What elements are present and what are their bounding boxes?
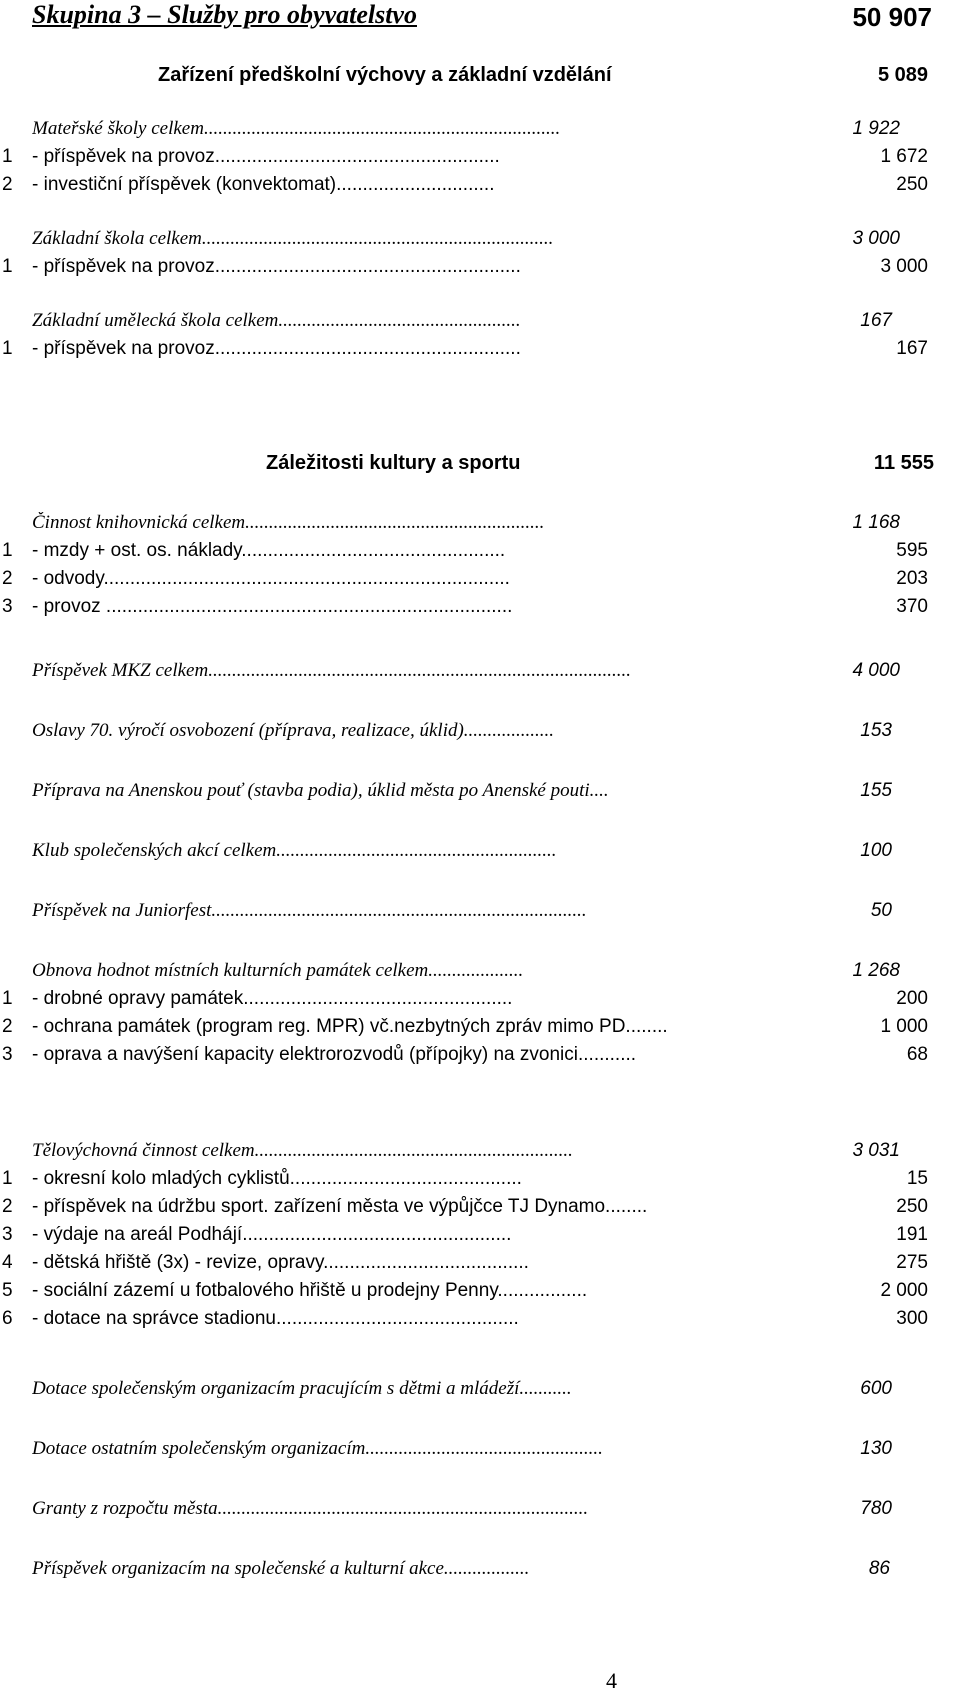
- row-value: 86: [868, 1558, 890, 1579]
- row-number: 2: [2, 568, 13, 589]
- row-value: 203: [896, 568, 928, 589]
- row-number: 1: [2, 146, 13, 167]
- row-number: 2: [2, 1196, 13, 1217]
- row-number: 1: [2, 338, 13, 359]
- row-number: 2: [2, 174, 13, 195]
- row-number: 5: [2, 1280, 13, 1301]
- row-value: 1 922: [852, 118, 900, 139]
- row-value: 595: [896, 540, 928, 561]
- row-number: 1: [2, 540, 13, 561]
- row-number: 3: [2, 1224, 13, 1245]
- row-label: Mateřské školy celkem...........................................................................: [32, 118, 561, 139]
- row-label: Základní umělecká škola celkem...................................................: [32, 310, 521, 331]
- row-number: 2: [2, 1016, 13, 1037]
- row-label: - investiční příspěvek (konvektomat)..............................: [32, 174, 495, 195]
- row-label: - odvody.............................................................................: [32, 568, 510, 589]
- row-label: - oprava a navýšení kapacity elektrorozvodů (přípojky) na zvonici...........: [32, 1044, 637, 1065]
- row-label: - dotace na správce stadionu..............................................: [32, 1308, 519, 1329]
- row-label: Dotace ostatním společenským organizacím..................................................: [32, 1438, 603, 1459]
- row-value: 1 000: [880, 1016, 928, 1037]
- row-value: 50: [870, 900, 892, 921]
- row-number: 1: [2, 256, 13, 277]
- row-value: 250: [896, 1196, 928, 1217]
- row-label: - příspěvek na provoz..........................................................: [32, 256, 521, 277]
- row-label: Klub společenských akcí celkem...........................................................: [32, 840, 557, 861]
- row-value: 600: [860, 1378, 892, 1399]
- section-total: 11 555: [873, 452, 934, 474]
- row-number: 3: [2, 1044, 13, 1065]
- row-label: Granty z rozpočtu města..............................................................................: [32, 1498, 589, 1519]
- row-label: - okresní kolo mladých cyklistů............................................: [32, 1168, 522, 1189]
- row-label: - výdaje na areál Podhájí...................................................: [32, 1224, 512, 1245]
- row-label: Základní škola celkem..........................................................................: [32, 228, 554, 249]
- row-label: Příspěvek organizacím na společenské a kulturní akce..................: [32, 1558, 530, 1579]
- heading-total: 50 907: [852, 2, 932, 32]
- row-number: 1: [2, 988, 13, 1009]
- row-value: 130: [860, 1438, 892, 1459]
- row-number: 1: [2, 1168, 13, 1189]
- row-label: Tělovýchovná činnost celkem...................................................................: [32, 1140, 573, 1161]
- row-label: - drobné opravy památek...................................................: [32, 988, 513, 1009]
- row-value: 250: [896, 174, 928, 195]
- row-label: - sociální zázemí u fotbalového hřiště u prodejny Penny.................: [32, 1280, 588, 1301]
- row-label: Příspěvek na Juniorfest...............................................................................: [32, 900, 587, 921]
- row-value: 153: [860, 720, 892, 741]
- row-value: 370: [896, 596, 928, 617]
- row-value: 780: [860, 1498, 892, 1519]
- row-value: 300: [896, 1308, 928, 1329]
- row-value: 1 268: [852, 960, 900, 981]
- row-label: - provoz .............................................................................: [32, 596, 513, 617]
- row-label: - ochrana památek (program reg. MPR) vč.nezbytných zpráv mimo PD........: [32, 1016, 668, 1037]
- row-value: 167: [860, 310, 892, 331]
- row-label: Obnova hodnot místních kulturních památek celkem....................: [32, 960, 524, 981]
- row-value: 1 672: [880, 146, 928, 167]
- row-value: 100: [860, 840, 892, 861]
- page-heading: Skupina 3 – Služby pro obyvatelstvo: [32, 0, 417, 29]
- page-number: 4: [606, 1668, 617, 1693]
- row-label: - příspěvek na údržbu sport. zařízení města ve výpůjčce TJ Dynamo........: [32, 1196, 648, 1217]
- row-value: 15: [906, 1168, 928, 1189]
- row-number: 4: [2, 1252, 13, 1273]
- row-number: 6: [2, 1308, 13, 1329]
- row-number: 3: [2, 596, 13, 617]
- section-title: Záležitosti kultury a sportu: [266, 452, 521, 474]
- section-total: 5 089: [877, 64, 928, 86]
- row-value: 3 000: [852, 228, 900, 249]
- row-label: - příspěvek na provoz..........................................................: [32, 338, 521, 359]
- row-value: 3 031: [852, 1140, 900, 1161]
- row-value: 2 000: [880, 1280, 928, 1301]
- row-value: 1 168: [852, 512, 900, 533]
- row-value: 200: [896, 988, 928, 1009]
- row-label: Příprava na Anenskou pouť (stavba podia), úklid města po Anenské pouti....: [32, 780, 609, 801]
- row-value: 275: [896, 1252, 928, 1273]
- row-value: 167: [896, 338, 928, 359]
- row-value: 68: [906, 1044, 928, 1065]
- row-value: 4 000: [852, 660, 900, 681]
- row-value: 155: [860, 780, 892, 801]
- row-label: Činnost knihovnická celkem...............................................................: [32, 512, 545, 533]
- row-value: 3 000: [880, 256, 928, 277]
- row-label: Oslavy 70. výročí osvobození (příprava, realizace, úklid)...................: [32, 720, 555, 741]
- row-label: - dětská hřiště (3x) - revize, opravy.......................................: [32, 1252, 529, 1273]
- row-label: - příspěvek na provoz......................................................: [32, 146, 500, 167]
- row-label: Příspěvek MKZ celkem.........................................................................................: [32, 660, 631, 681]
- section-title: Zařízení předškolní výchovy a základní vzdělání: [158, 64, 612, 86]
- row-label: Dotace společenským organizacím pracujícím s dětmi a mládeží...........: [32, 1378, 572, 1399]
- row-value: 191: [896, 1224, 928, 1245]
- row-label: - mzdy + ost. os. náklady..................................................: [32, 540, 506, 561]
